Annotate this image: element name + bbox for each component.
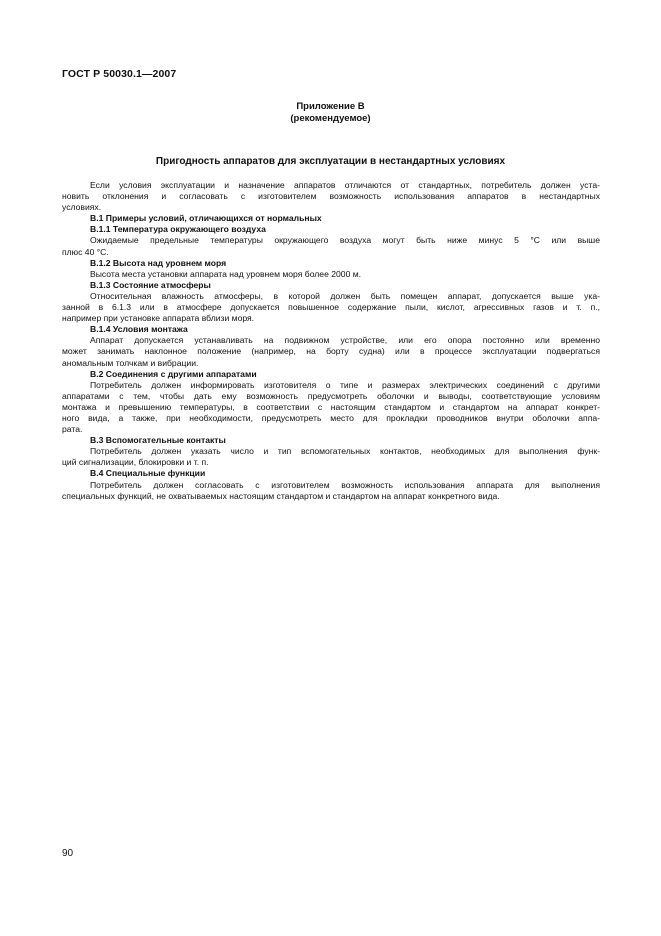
b1-2-line-1: Высота места установки аппарата над уровнем моря более 2000 м. [90,268,362,279]
intro-line-2: новить отклонения и согласовать с изготовителем возможность использования аппаратов в нестандартных [62,191,600,202]
document-body [62,180,600,502]
b4-line-1: Потребитель должен согласовать с изготовителем возможность использования аппарата для выполнения [90,479,600,490]
b3-line-1: Потребитель должен указать число и тип вспомогательных контактов, необходимых для выполнения функ- [90,446,600,457]
b1-1-line-2: плюс 40 °С. [62,246,109,257]
heading-b3: В.3 Вспомогательные контакты [90,435,226,446]
page-number: 90 [62,848,74,859]
section-title: Пригодность аппаратов для эксплуатации в нестандартных условиях [155,156,506,167]
b2-line-4: ного вида, а также, при необходимости, предусмотреть место для прокладки проводников внутри оболочки аппа- [62,412,600,423]
heading-b1-1: В.1.1 Температура окружающего воздуха [90,224,266,235]
b1-1-line-1: Ожидаемые предельные температуры окружающего воздуха могут быть ниже минус 5 °С или выше [90,235,600,246]
b1-4-line-1: Аппарат допускается устанавливать на подвижном устройстве, или его опора постоянно или временно [90,335,600,346]
b2-line-2: аппаратами с тем, чтобы дать ему возможность предусмотреть оболочки и выводы, соответствующие условиям [62,390,600,401]
heading-b2: В.2 Соединения с другими аппаратами [90,368,257,379]
heading-b1-2: В.1.2 Высота над уровнем моря [90,257,227,268]
b1-3-line-3: например при установке аппарата вблизи моря. [62,313,255,324]
b2-line-1: Потребитель должен информировать изготовителя о типе и размерах электрических соединений с другими [90,379,600,390]
b1-4-line-3: аномальным толчкам и вибрации. [62,357,199,368]
intro-line-3: условиях. [62,202,102,213]
appendix-subtitle: (рекомендуемое) [290,113,371,124]
heading-b1-4: В.1.4 Условия монтажа [90,324,188,335]
b1-4-line-2: может занимать наклонное положение (например, на борту судна) или в процессе эксплуатации подвергаться [62,346,600,357]
b1-3-line-1: Относительная влажность атмосферы, в которой должен быть помещен аппарат, допускается выше ука- [90,290,600,301]
document-code: ГОСТ Р 50030.1—2007 [62,68,177,80]
heading-b4: В.4 Специальные функции [90,468,206,479]
b3-line-2: ций сигнализации, блокировки и т. п. [62,457,209,468]
b2-line-5: рата. [62,424,83,435]
heading-b1-3: В.1.3 Состояние атмосферы [90,279,211,290]
b2-line-3: монтажа и превышению температуры, в соответствии с настоящим стандартом и стандартом на аппарат конкрет- [62,401,600,412]
b1-3-line-2: занной в 6.1.3 или в атмосфере допускается повышенное содержание пыли, кислот, агрессивных газов и т. п., [62,302,600,313]
intro-line-1: Если условия эксплуатации и назначение аппаратов отличаются от стандартных, потребитель должен уста- [90,180,600,190]
b4-line-2: специальных функций, не охватываемых настоящим стандартом и стандартом на аппарат конкретного вида. [62,490,500,501]
appendix-title: Приложение В [296,101,365,112]
heading-b1: В.1 Примеры условий, отличающихся от нормальных [90,213,322,224]
